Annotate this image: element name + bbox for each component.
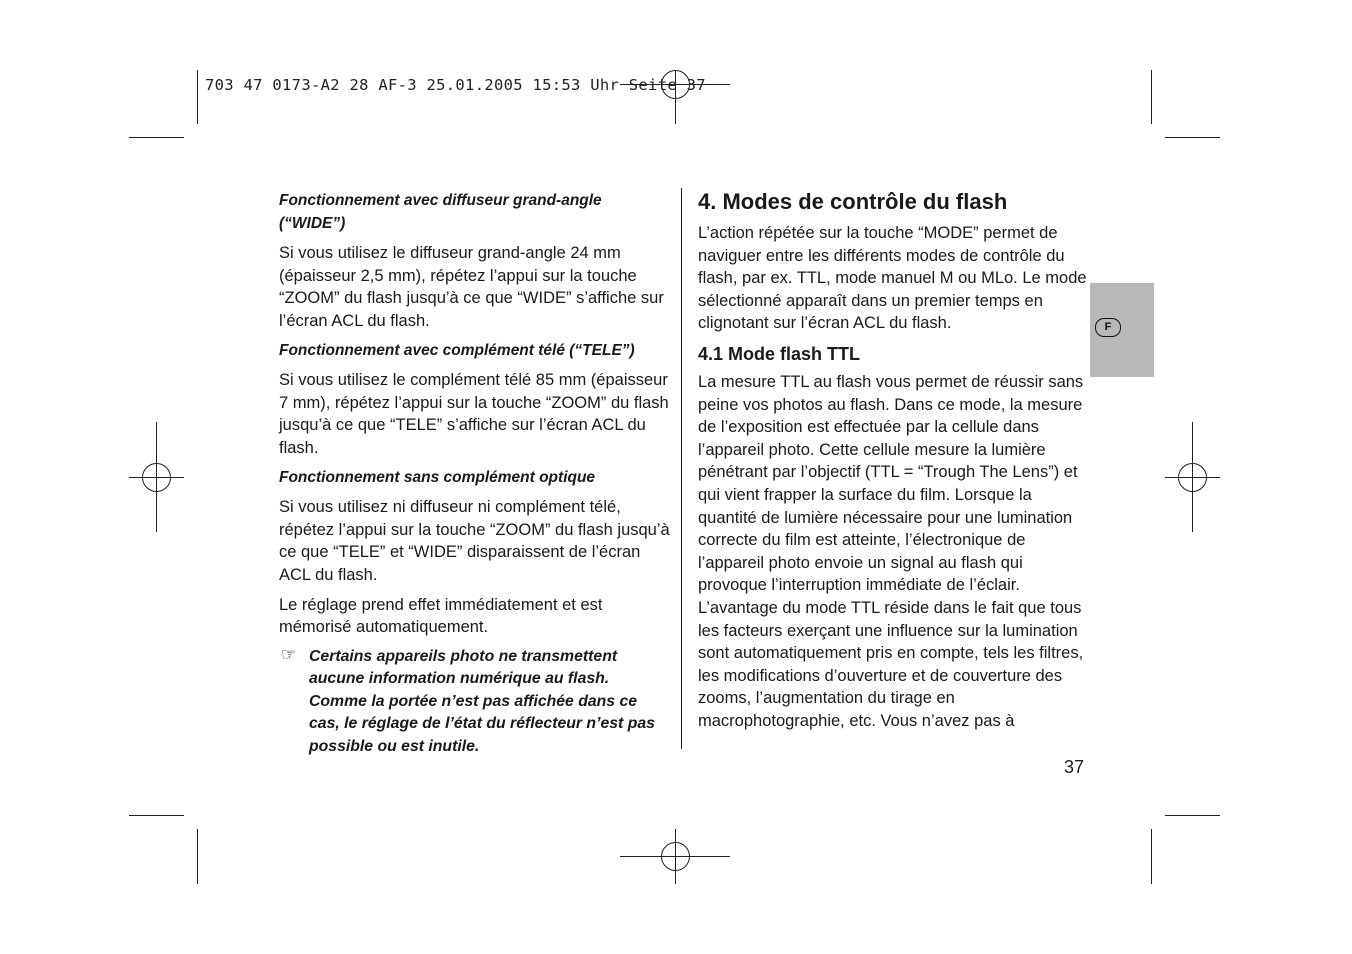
subsection-title: 4.1 Mode flash TTL: [698, 343, 861, 364]
wide-paragraph: Si vous utilisez le diffuseur grand-angle 24 mm (épaisseur 2,5 mm), répétez l’appui sur la touche “ZOOM” du flash jusqu’à ce que “WIDE” s’affiche sur l’écran ACL du flash.: [279, 244, 664, 330]
effect-paragraph: Le réglage prend effet immédiatement et est mémorisé automatiquement.: [279, 595, 603, 637]
page-number: 37: [1064, 757, 1085, 777]
pointing-hand-icon: ☞: [281, 644, 297, 664]
print-slug: 703 47 0173-A2 28 AF-3 25.01.2005 15:53 Uhr Seite 37: [205, 76, 706, 94]
column-divider: [681, 188, 682, 749]
tele-heading: Fonctionnement avec complément télé (“TELE”): [279, 341, 635, 359]
note-text: Certains appareils photo ne transmettent aucune information numérique au flash. Comme la portée n’est pas affichée dans ce cas, le réglage de l’état du réflecteur n’est pas possible ou est inutile.: [309, 647, 655, 756]
wide-heading: Fonctionnement avec diffuseur grand-angle (“WIDE”): [279, 192, 602, 232]
note-block: [279, 646, 671, 759]
section-intro: L’action répétée sur la touche “MODE” permet de naviguer entre les différents modes de contrôle du flash, par ex. TTL, mode manuel M ou MLo. Le mode sélectionné apparaît dans un premier temps en clignotant sur l’écran ACL du flash.: [698, 224, 1087, 333]
language-badge: F: [1095, 318, 1121, 337]
no-optics-heading: Fonctionnement sans complément optique: [279, 468, 596, 486]
left-column: [279, 190, 671, 759]
subsection-paragraph: La mesure TTL au flash vous permet de réussir sans peine vos photos au flash. Dans ce mode, la mesure de l’exposition est effectuée par la cellule dans l’appareil photo. Cette cellule mesure la lumière pénétrant par l’objectif (TTL = “Trough The Lens”) et qui vient frapper la surface du film. Lorsque la quantité de lumière nécessaire pour une lumination correcte du film est atteinte, l’électronique de l’appareil photo envoie un signal au flash qui provoque l’interruption immédiate de l’éclair. L’avantage du mode TTL réside dans le fait que tous les facteurs exerçant une influence sur la lumination sont automatiquement pris en compte, tels les filtres, les modifications d’ouverture et de couverture des zooms, l’augmentation du tirage en macrophotographie, etc. Vous n’avez pas à: [698, 372, 1084, 730]
section-title: 4. Modes de contrôle du flash: [698, 189, 1008, 214]
right-column: [698, 188, 1090, 739]
no-optics-paragraph: Si vous utilisez ni diffuseur ni complément télé, répétez l’appui sur la touche “ZOOM” du flash jusqu’à ce que “TELE” et “WIDE” disparaissent de l’écran ACL du flash.: [279, 498, 670, 584]
tele-paragraph: Si vous utilisez le complément télé 85 mm (épaisseur 7 mm), répétez l’appui sur la touche “ZOOM” du flash jusqu’à ce que “TELE” s’affiche sur l’écran ACL du flash.: [279, 371, 669, 457]
